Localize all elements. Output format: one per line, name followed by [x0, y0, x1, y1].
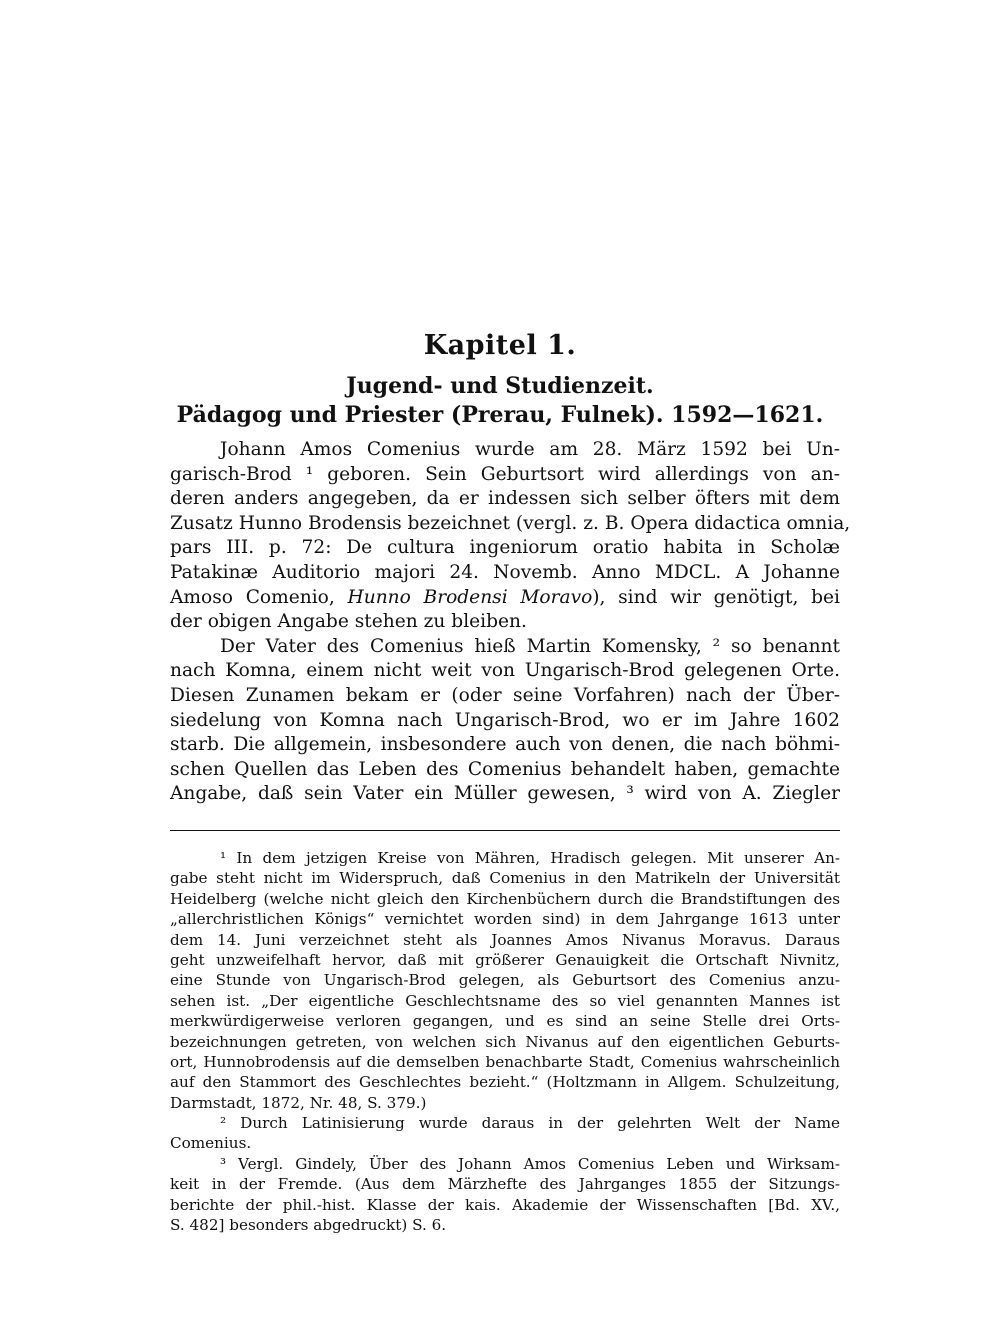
text-fragment: Amoso Comenio, — [170, 586, 335, 608]
text-line: Angabe, daß sein Vater ein Müller gewesen, ³ wird von A. Ziegler — [170, 783, 840, 805]
footnote-line: merkwürdigerweise verloren gegangen, und es sind an seine Stelle drei Orts- — [170, 1012, 840, 1031]
text-line: Zusatz Hunno Brodensis bezeichnet (vergl. z. B. Opera didactica omnia, — [170, 512, 851, 534]
footnote-line: Comenius. — [170, 1134, 252, 1153]
footnotes — [170, 848, 840, 1235]
footnote-line: Heidelberg (welche nicht gleich den Kirchenbüchern durch die Brandstiftungen des — [170, 889, 840, 908]
text-line: der obigen Angabe stehen zu bleiben. — [170, 611, 527, 633]
footnote-divider — [170, 830, 840, 831]
italic-text: Hunno Brodensi Moravo — [347, 586, 593, 608]
footnote-line: dem 14. Juni verzeichnet steht als Joannes Amos Nivanus Moravus. Daraus — [170, 930, 840, 949]
text-line: Johann Amos Comenius wurde am 28. März 1592 bei Un- — [220, 439, 840, 460]
footnote-line: eine Stunde von Ungarisch-Brod gelegen, als Geburtsort des Comenius anzu- — [170, 971, 840, 990]
chapter-subtitle: Jugend- und Studienzeit. — [346, 373, 654, 399]
text-line: garisch-Brod ¹ geboren. Sein Geburtsort wird allerdings von an- — [170, 463, 840, 485]
footnote-line: keit in der Fremde. (Aus dem Märzhefte des Jahrganges 1855 der Sitzungs- — [170, 1175, 840, 1194]
footnote-line: ³ Vergl. Gindely, Über des Johann Amos Comenius Leben und Wirksam- — [220, 1154, 840, 1173]
text-line: schen Quellen das Leben des Comenius behandelt haben, gemachte — [170, 758, 840, 780]
main-text — [170, 438, 851, 807]
text-line: Diesen Zunamen bekam er (oder seine Vorfahren) nach der Über- — [170, 684, 840, 706]
footnote-line: gabe steht nicht im Widerspruch, daß Comenius in den Matrikeln der Universität — [170, 869, 840, 888]
text-line — [170, 586, 840, 611]
footnote-line: sehen ist. „Der eigentliche Geschlechtsname des so viel genannten Mannes ist — [170, 991, 840, 1010]
text-fragment: ), sind wir genötigt, bei — [592, 586, 840, 608]
footnote-line: geht unzweifelhaft hervor, daß mit größerer Genauigkeit die Ortschaft Nivnitz, — [170, 950, 840, 969]
text-line: siedelung von Komna nach Ungarisch-Brod, wo er im Jahre 1602 — [170, 709, 840, 731]
footnote-line: berichte der phil.-hist. Klasse der kais. Akademie der Wissenschaften [Bd. XV., — [170, 1195, 840, 1214]
footnote-line: bezeichnungen getreten, von welchen sich Nivanus auf den eigentlichen Geburts- — [170, 1032, 840, 1051]
text-line: starb. Die allgemein, insbesondere auch von denen, die nach böhmi- — [170, 734, 840, 756]
footnote-line: Darmstadt, 1872, Nr. 48, S. 379.) — [170, 1093, 427, 1112]
footnote-line: ¹ In dem jetzigen Kreise von Mähren, Hradisch gelegen. Mit unserer An- — [220, 849, 840, 867]
text-line: Patakinæ Auditorio majori 24. Novemb. Anno MDCL. A Johanne — [170, 561, 840, 583]
footnote-line: auf den Stammort des Geschlechtes bezieht.“ (Holtzmann in Allgem. Schulzeitung, — [170, 1073, 840, 1092]
chapter-subheading: Pädagog und Priester (Prerau, Fulnek). 1592—1621. — [176, 402, 824, 428]
chapter-title: Kapitel 1. — [423, 330, 577, 361]
footnote-line: ort, Hunnobrodensis auf die demselben benachbarte Stadt, Comenius wahrscheinlich — [170, 1052, 840, 1071]
footnote-line: ² Durch Latinisierung wurde daraus in der gelehrten Welt der Name — [220, 1114, 840, 1133]
text-line: nach Komna, einem nicht weit von Ungarisch-Brod gelegenen Orte. — [170, 660, 840, 682]
footnote-line: S. 482] besonders abgedruckt) S. 6. — [170, 1216, 447, 1235]
text-line: Der Vater des Comenius hieß Martin Komensky, ² so benannt — [220, 635, 840, 657]
text-line: pars III. p. 72: De cultura ingeniorum oratio habita in Scholæ — [170, 537, 840, 559]
text-line: deren anders angegeben, da er indessen sich selber öfters mit dem — [170, 488, 840, 510]
footnote-line: „allerchristlichen Königs“ vernichtet worden sind) in dem Jahrgange 1613 unter — [170, 910, 840, 929]
